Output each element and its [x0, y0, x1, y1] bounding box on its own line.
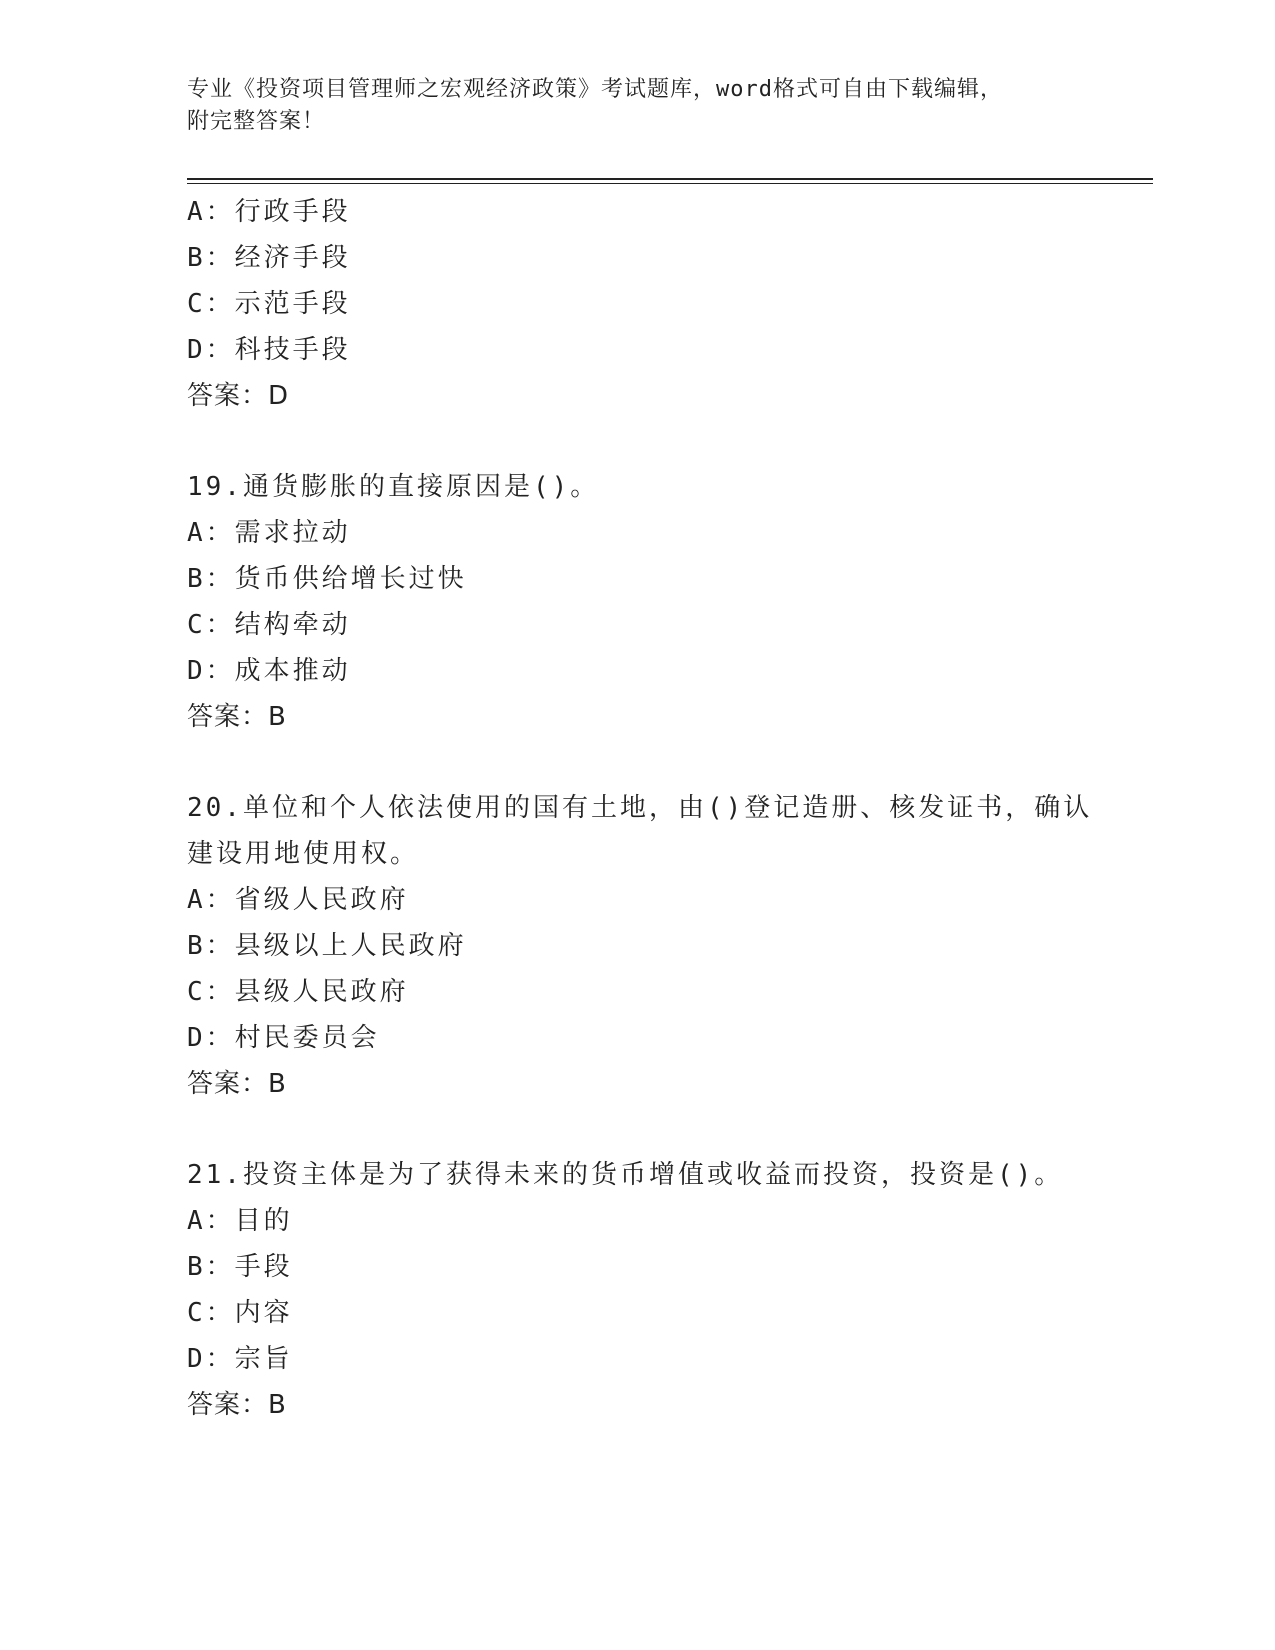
header-intro-line-2: 附完整答案！	[187, 109, 326, 134]
question-18-continued	[187, 189, 1087, 419]
question-text-line-1: 20.单位和个人依法使用的国有土地，由()登记造册、核发证书，确认	[187, 793, 1093, 823]
question-text: 21.投资主体是为了获得未来的货币增值或收益而投资，投资是()。	[187, 1160, 1064, 1190]
option-b: B：县级以上人民政府	[187, 931, 467, 961]
spacer	[187, 740, 1087, 785]
question-text: 19.通货膨胀的直接原因是()。	[187, 472, 600, 502]
option-d: D：村民委员会	[187, 1023, 380, 1053]
question-19	[187, 464, 1087, 740]
option-a: A：省级人民政府	[187, 885, 409, 915]
option-b: B：经济手段	[187, 243, 351, 273]
option-d: D：宗旨	[187, 1344, 293, 1374]
option-b: B：手段	[187, 1252, 293, 1282]
answer-text: 答案：B	[187, 1069, 287, 1099]
answer-text: 答案：B	[187, 1390, 287, 1420]
spacer	[187, 419, 1087, 464]
header-divider-thick	[187, 178, 1153, 180]
spacer	[187, 1107, 1087, 1152]
option-c: C：县级人民政府	[187, 977, 409, 1007]
option-c: C：结构牵动	[187, 610, 351, 640]
document-header	[187, 74, 1107, 138]
option-a: A：需求拉动	[187, 518, 351, 548]
option-d: D：成本推动	[187, 656, 351, 686]
option-c: C：内容	[187, 1298, 293, 1328]
answer-text: 答案：B	[187, 702, 287, 732]
option-a: A：行政手段	[187, 197, 351, 227]
option-d: D：科技手段	[187, 335, 351, 365]
option-b: B：货币供给增长过快	[187, 564, 467, 594]
question-text-line-2: 建设用地使用权。	[187, 839, 420, 869]
option-a: A：目的	[187, 1206, 293, 1236]
header-intro-line-1: 专业《投资项目管理师之宏观经济政策》考试题库，word格式可自由下载编辑，	[187, 77, 1003, 102]
question-20	[187, 785, 1093, 1107]
header-divider-thin	[187, 183, 1153, 184]
question-list	[187, 189, 1093, 1428]
answer-text: 答案：D	[187, 381, 290, 411]
option-c: C：示范手段	[187, 289, 351, 319]
question-21	[187, 1152, 1087, 1428]
